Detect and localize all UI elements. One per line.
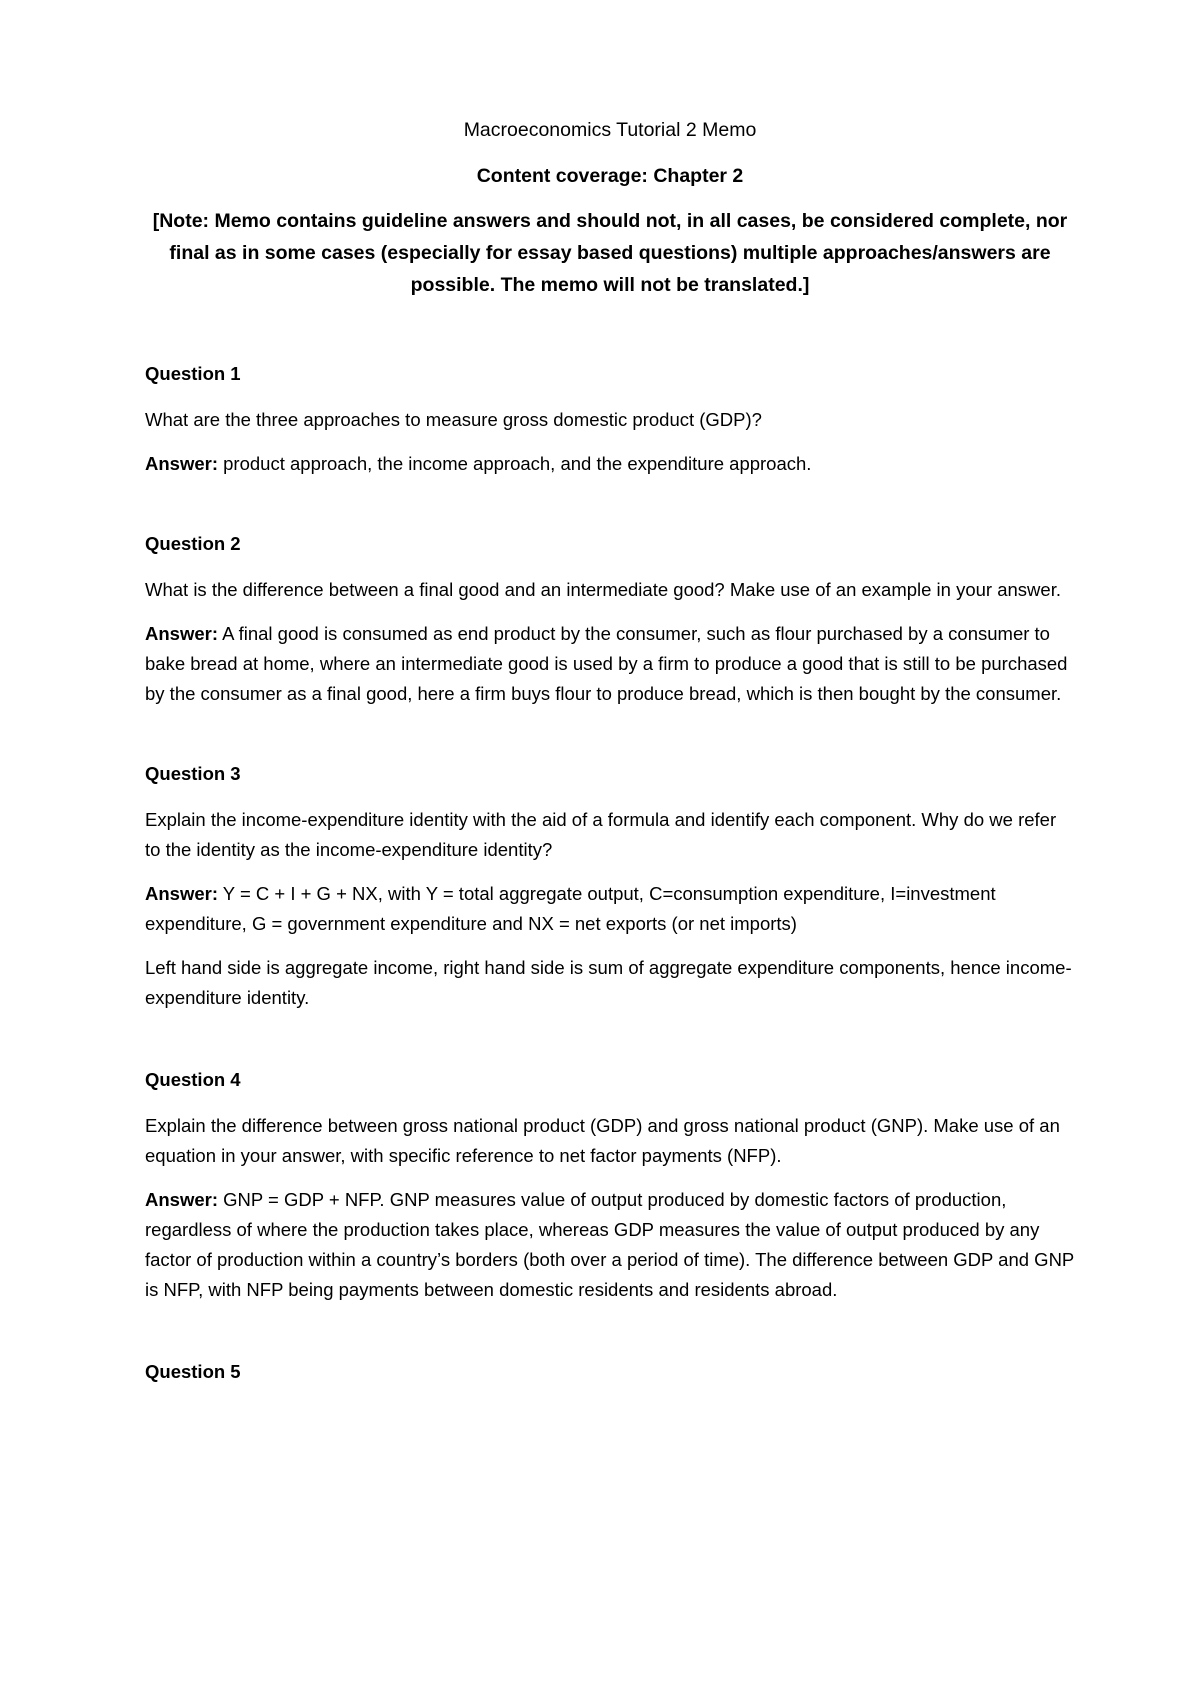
answer-label: Answer: [145,1189,218,1210]
question-2-block [145,529,1075,709]
answer-text: Y = C + I + G + NX, with Y = total aggregate output, C=consumption expenditure, I=investment expenditure, G = government expenditure and NX = net exports (or net imports) [145,883,996,934]
answer-text: A final good is consumed as end product by the consumer, such as flour purchased by a consumer to bake bread at home, where an intermediate good is used by a firm to produce a good that is still to be purchased by the consumer as a final good, here a firm buys flour to produce bread, which is then bought by the consumer. [145,623,1068,704]
question-3-explanation: Left hand side is aggregate income, right hand side is sum of aggregate expenditure components, hence income-expenditure identity. [145,957,1072,1008]
answer-text: product approach, the income approach, and the expenditure approach. [218,453,812,474]
question-5-block [145,1357,1075,1387]
question-3-text: Explain the income-expenditure identity with the aid of a formula and identify each component. Why do we refer to the identity as the income-expenditure identity? [145,809,1057,860]
question-2-answer [145,619,1075,709]
question-1-heading: Question 1 [145,363,241,384]
document-content [145,115,1075,1403]
memo-note: [Note: Memo contains guideline answers and should not, in all cases, be considered complete, nor final as in some cases (especially for essay based questions) multiple approaches/answers are possible. The memo will not be translated.] [152,210,1068,296]
answer-text: GNP = GDP + NFP. GNP measures value of output produced by domestic factors of production, regardless of where the production takes place, whereas GDP measures the value of output produced by any factor of production within a country’s borders (both over a period of time). The difference between GDP and GNP is NFP, with NFP being payments between domestic residents and residents abroad. [145,1189,1074,1300]
question-5-heading: Question 5 [145,1361,241,1382]
answer-label: Answer: [145,883,218,904]
question-2-text: What is the difference between a final good and an intermediate good? Make use of an example in your answer. [145,579,1061,600]
question-4-answer [145,1185,1075,1305]
answer-label: Answer: [145,623,218,644]
question-4-text: Explain the difference between gross national product (GDP) and gross national product (GNP). Make use of an equation in your answer, with specific reference to net factor payments (NFP). [145,1115,1060,1166]
question-4-block [145,1065,1075,1305]
document-title: Macroeconomics Tutorial 2 Memo [463,119,757,141]
question-3-heading: Question 3 [145,763,241,784]
question-1-answer [145,449,1075,479]
content-coverage: Content coverage: Chapter 2 [476,165,744,187]
answer-label: Answer: [145,453,218,474]
question-3-answer [145,879,1075,939]
question-2-heading: Question 2 [145,533,241,554]
question-1-text: What are the three approaches to measure gross domestic product (GDP)? [145,409,762,430]
question-4-heading: Question 4 [145,1069,241,1090]
question-1-block [145,359,1075,479]
question-3-block [145,759,1075,1013]
